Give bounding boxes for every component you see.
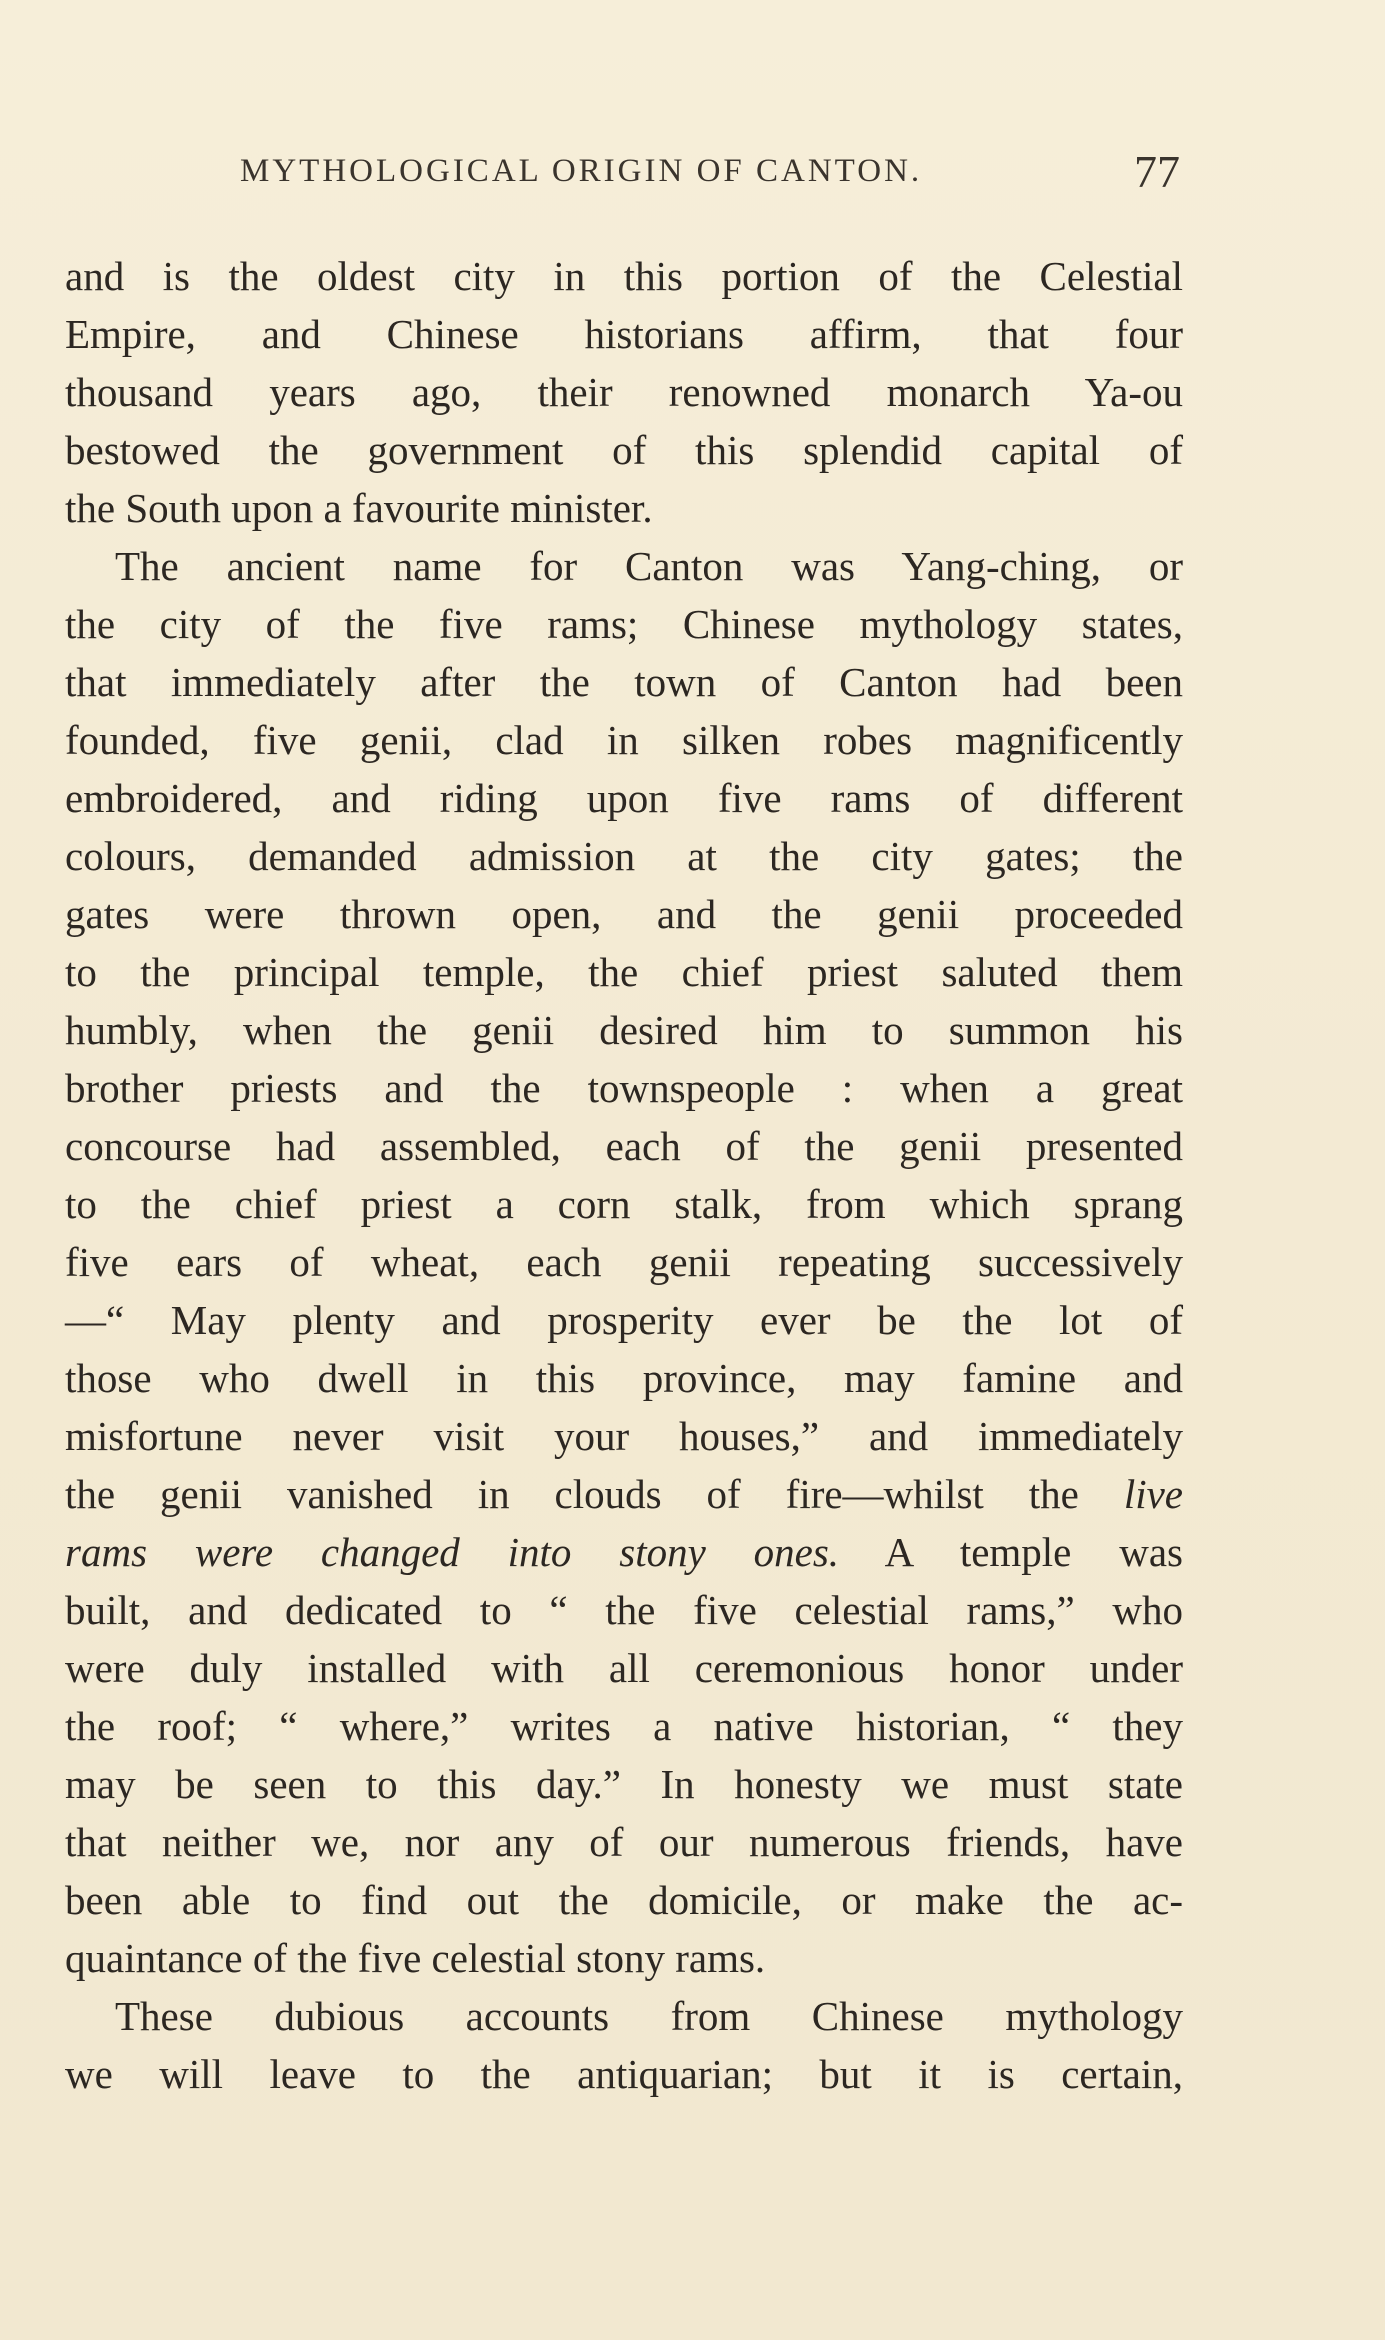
text-line: Empire, and Chinese historians affirm, that four: [65, 311, 1183, 357]
text-segment: the genii vanished in clouds of fire—whilst the: [65, 1471, 1079, 1517]
text-line: were duly installed with all ceremonious honor under: [65, 1645, 1183, 1691]
text-line: [65, 1465, 1183, 1523]
text-line: —“ May plenty and prosperity ever be the lot of: [65, 1297, 1183, 1343]
italic-segment: rams were changed into stony ones.: [65, 1529, 840, 1575]
text-line: the city of the five rams; Chinese mythology states,: [65, 601, 1183, 647]
text-line: thousand years ago, their renowned monarch Ya-ou: [65, 369, 1183, 415]
text-line: humbly, when the genii desired him to summon his: [65, 1007, 1183, 1053]
text-line: the roof; “ where,” writes a native historian, “ they: [65, 1703, 1183, 1749]
text-line: the South upon a favourite minister.: [65, 485, 653, 531]
text-line: gates were thrown open, and the genii proceeded: [65, 891, 1183, 937]
running-title: MYTHOLOGICAL ORIGIN OF CANTON.: [240, 153, 923, 189]
text-line: [65, 1523, 1183, 1581]
text-line: to the chief priest a corn stalk, from which sprang: [65, 1181, 1183, 1227]
italic-segment: live: [1123, 1471, 1184, 1517]
text-line: been able to find out the domicile, or make the ac-: [65, 1877, 1183, 1923]
text-line: The ancient name for Canton was Yang-ching, or: [115, 543, 1183, 589]
text-line: brother priests and the townspeople : when a great: [65, 1065, 1183, 1111]
page-header: [240, 145, 1180, 205]
text-line: colours, demanded admission at the city gates; the: [65, 833, 1183, 879]
text-line: we will leave to the antiquarian; but it is certain,: [65, 2051, 1183, 2097]
text-segment: A temple was: [884, 1529, 1183, 1575]
text-line: founded, five genii, clad in silken robes magnificently: [65, 717, 1183, 763]
text-line: embroidered, and riding upon five rams of different: [65, 775, 1183, 821]
text-line: built, and dedicated to “ the five celestial rams,” who: [65, 1587, 1183, 1633]
text-line: quaintance of the five celestial stony rams.: [65, 1935, 766, 1981]
text-line: five ears of wheat, each genii repeating successively: [65, 1239, 1183, 1285]
text-line: misfortune never visit your houses,” and immediately: [65, 1413, 1183, 1459]
body-text: [65, 247, 1183, 2103]
text-line: concourse had assembled, each of the genii presented: [65, 1123, 1183, 1169]
text-line: bestowed the government of this splendid capital of: [65, 427, 1183, 473]
text-line: those who dwell in this province, may famine and: [65, 1355, 1183, 1401]
text-line: and is the oldest city in this portion of the Celestial: [65, 253, 1183, 299]
text-line: may be seen to this day.” In honesty we must state: [65, 1761, 1183, 1807]
text-line: that neither we, nor any of our numerous friends, have: [65, 1819, 1183, 1865]
text-line: These dubious accounts from Chinese mythology: [115, 1993, 1183, 2039]
page-number: 77: [1134, 146, 1180, 197]
text-line: to the principal temple, the chief priest saluted them: [65, 949, 1183, 995]
text-line: that immediately after the town of Canton had been: [65, 659, 1183, 705]
